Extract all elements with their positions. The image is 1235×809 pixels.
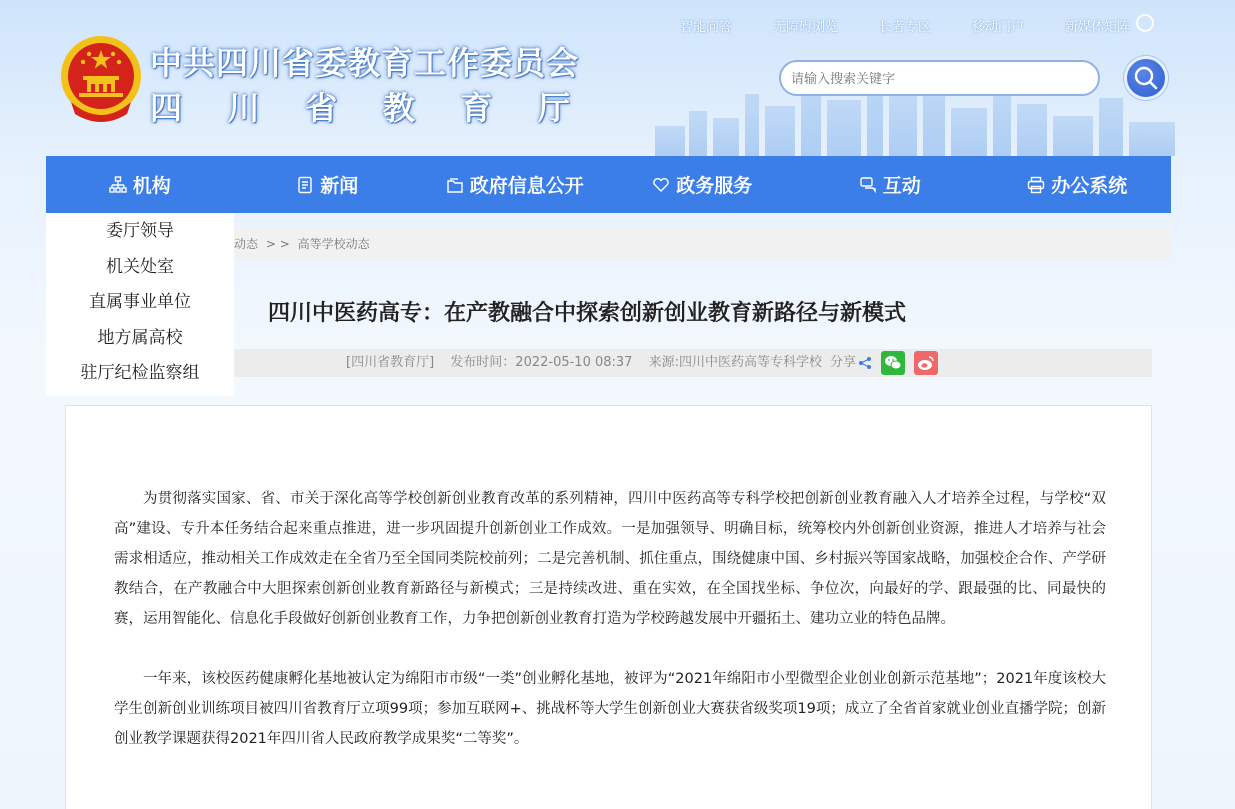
nav-item-interact[interactable] (796, 156, 984, 213)
breadcrumb-separator: > > (265, 237, 290, 251)
nav-label: 新闻 (320, 175, 359, 197)
share-area (830, 349, 872, 377)
heart-hands-icon (652, 176, 670, 194)
breadcrumb-current[interactable]: 高等学校动态 (297, 237, 370, 251)
share-label: 分享 (830, 355, 857, 370)
nav-item-office[interactable] (984, 156, 1172, 213)
nav-item-gov-info[interactable] (421, 156, 609, 213)
wechat-icon (881, 351, 905, 375)
meta-text (346, 349, 834, 377)
nav-label: 互动 (882, 175, 921, 197)
menu-item-local-universities[interactable]: 地方属高校 (97, 327, 183, 348)
article-meta (234, 349, 1152, 377)
printer-icon (1027, 176, 1045, 194)
subtitle-char: 省 (305, 89, 338, 127)
site-subtitle (150, 83, 570, 129)
nav-item-org[interactable] (46, 156, 234, 213)
search-button[interactable] (1124, 56, 1168, 100)
nav-item-services[interactable] (609, 156, 797, 213)
subtitle-char: 育 (460, 89, 493, 127)
menu-item-discipline-group[interactable]: 驻厅纪检监察组 (80, 363, 200, 384)
menu-item-leaders[interactable]: 委厅领导 (106, 221, 174, 241)
nav-label: 办公系统 (1051, 175, 1128, 197)
search-input[interactable] (779, 60, 1100, 96)
site-header (0, 0, 1235, 156)
subtitle-char: 厅 (537, 89, 570, 127)
org-chart-icon (109, 176, 127, 194)
subtitle-char: 四 (150, 89, 183, 127)
menu-item-affiliated-units[interactable]: 直属事业单位 (89, 292, 191, 313)
article-paragraph: 一年来，该校医药健康孵化基地被认定为绵阳市市级“一类”创业孵化基地，被评为“2021年绵阳市小型微型企业创业创新示范基地”；2021年度该校大学生创新创业训练项目被四川省教育厅立项99项；参加互联网+、挑战杯等大学生创新创业大赛获省级奖项19项；成立了全省首家就业创业直播学院；创新创业教学课题获得2021年四川省人民政府教学成果奖“二等奖”。 (114, 671, 1106, 747)
top-links (680, 16, 1130, 35)
nav-item-news[interactable] (234, 156, 422, 213)
site-title: 中共四川省委教育工作委员会 (150, 44, 580, 82)
meta-source: 来源:四川中医药高等专科学校 (648, 355, 822, 370)
national-emblem-icon (57, 32, 145, 124)
main-nav (46, 156, 1171, 213)
top-link-accessibility[interactable]: 无障碍浏览 (773, 20, 839, 35)
menu-item-departments[interactable]: 机关处室 (106, 256, 174, 277)
nav-label: 政务服务 (676, 175, 753, 197)
meta-org: [四川省教育厅] (346, 355, 435, 370)
info-folder-icon (446, 176, 464, 194)
share-icon[interactable] (858, 356, 872, 370)
chat-icon (859, 176, 877, 194)
wechat-share-button[interactable] (881, 351, 905, 375)
weibo-icon (914, 351, 938, 375)
article-title: 四川中医药高专：在产教融合中探索创新创业教育新路径与新模式 (268, 301, 907, 326)
news-icon (296, 176, 314, 194)
subtitle-char: 教 (382, 89, 415, 127)
nav-label: 机构 (132, 175, 171, 197)
article-paragraph: 为贯彻落实国家、省、市关于深化高等学校创新创业教育改革的系列精神，四川中医药高等专科学校把创新创业教育融入人才培养全过程，与学校“双高”建设、专升本任务结合起来重点推进，进一步巩固提升创新创业工作成效。一是加强领导、明确目标，统筹校内外创新创业资源，推进人才培养与社会需求相适应，推动相关工作成效走在全省乃至全国同类院校前列；二是完善机制、抓住重点，围绕健康中国、乡村振兴等国家战略，加强校企合作、产学研教结合，在产教融合中大胆探索创新创业教育新路径与新模式；三是持续改进、重在实效，在全国找坐标、争位次，向最好的学、跟最强的比、同最快的赛，运用智能化、信息化手段做好创新创业教育工作，力争把创新创业教育打造为学校跨越发展中开疆拓土、建功立业的特色品牌。 (114, 491, 1106, 627)
article-content (65, 405, 1152, 809)
search-icon (1127, 59, 1165, 97)
org-dropdown-menu (46, 213, 234, 396)
top-link-qa[interactable]: 智能问答 (680, 20, 733, 35)
meta-time: 发布时间：2022-05-10 08:37 (450, 355, 633, 370)
top-link-new-media[interactable]: 新媒体矩阵 (1065, 20, 1131, 35)
top-link-mobile[interactable]: 移动门户 (972, 20, 1025, 35)
breadcrumb-link[interactable]: 动态 (234, 237, 259, 251)
location-pin-icon[interactable] (1136, 14, 1154, 32)
breadcrumb (234, 228, 1171, 260)
nav-label: 政府信息公开 (469, 175, 584, 197)
subtitle-char: 川 (227, 89, 260, 127)
weibo-share-button[interactable] (914, 351, 938, 375)
top-link-elders[interactable]: 长者专区 (879, 20, 932, 35)
